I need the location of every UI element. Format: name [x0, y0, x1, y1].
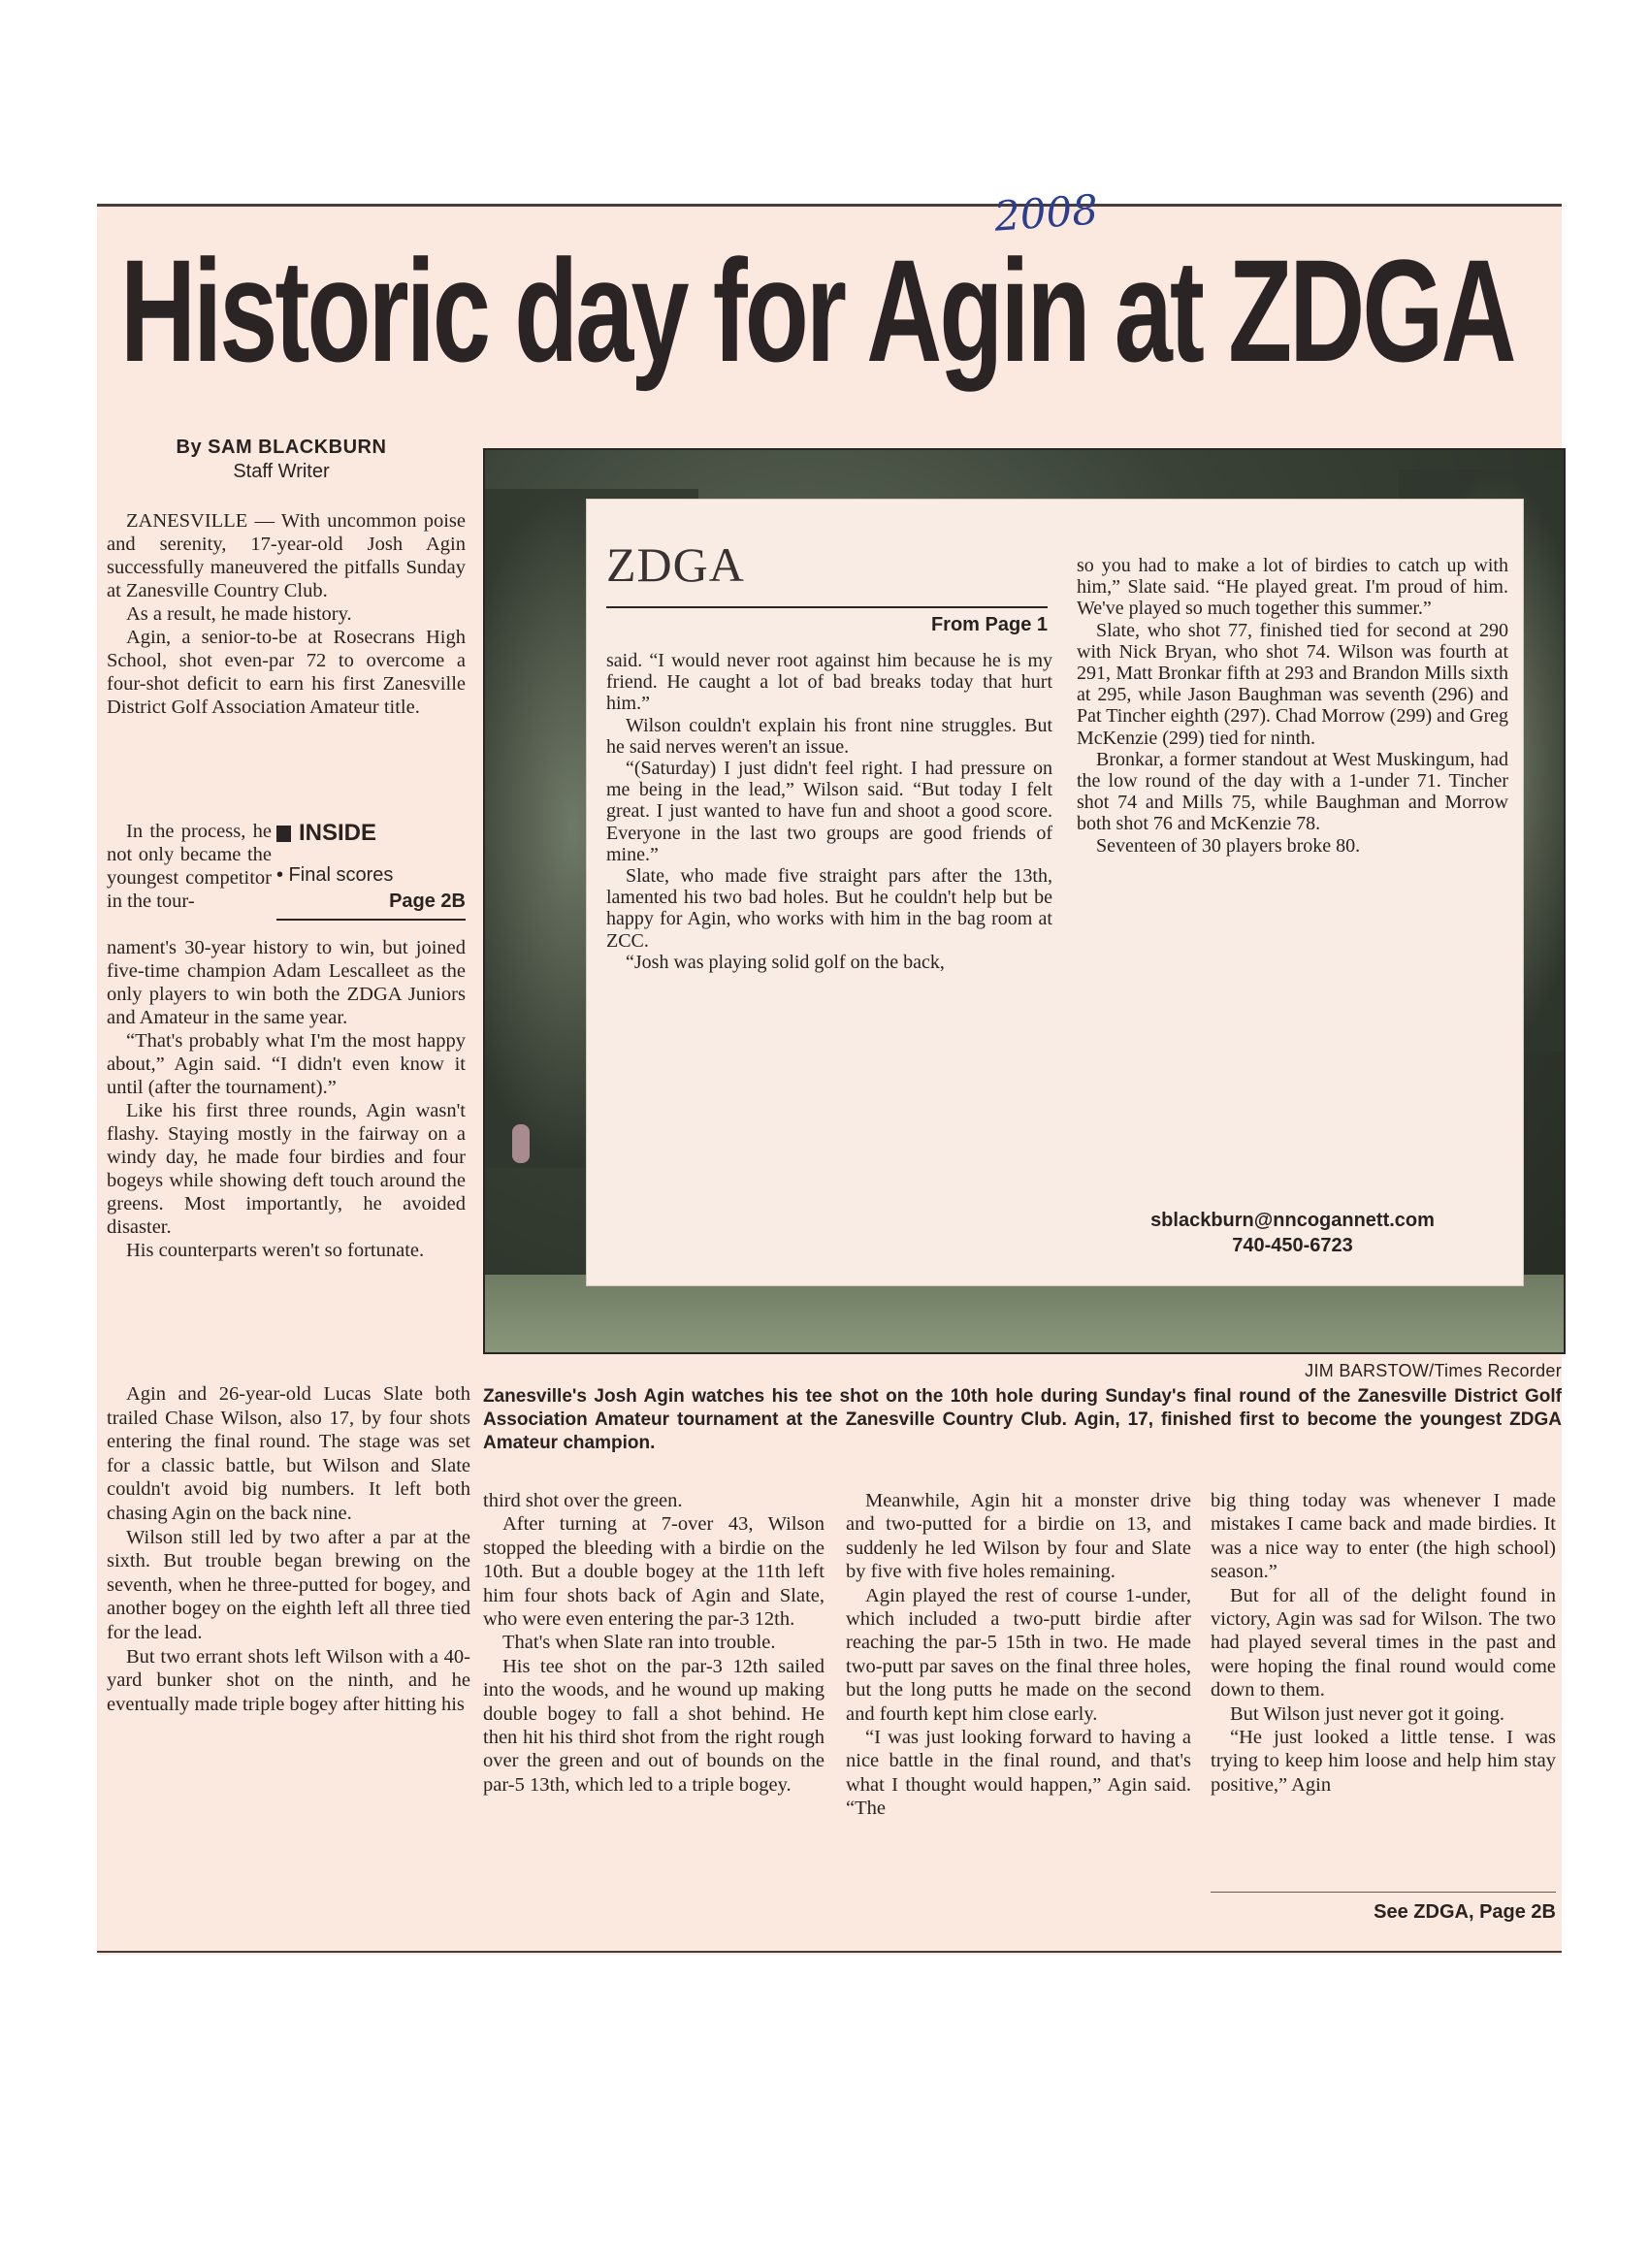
paragraph: “I was just looking forward to having a nice battle in the final round, and that's what I thought would happen,” Agin said. “The: [846, 1727, 1191, 1820]
column-4: [1211, 1489, 1556, 1797]
paragraph: Wilson still led by two after a par at the sixth. But trouble began brewing on the seventh, when he three-putted for bogey, and another bogey on the eighth left all three tied for the lead.: [107, 1526, 470, 1643]
paragraph: His counterparts weren't so fortunate.: [126, 1240, 425, 1261]
paragraph: big thing today was whenever I made mistakes I came back and made birdies. It was a nice way to enter (the high school) season.”: [1211, 1490, 1556, 1583]
photo-credit: JIM BARSTOW/Times Recorder: [1305, 1361, 1562, 1380]
column-2: [483, 1489, 824, 1797]
paragraph: Slate, who shot 77, finished tied for second at 290 with Nick Bryan, who shot 74. Wilson was fourth at 291, Matt Bronkar fifth at 293 and Brandon Mills sixth at 295, while Jason Baughman was seventh (296) and Pat Tincher eighth (297). Chad Morrow (299) and Greg McKenzie (299) tied for ninth.: [1077, 619, 1508, 749]
inside-label: INSIDE: [299, 820, 377, 846]
author-contact: [1077, 1208, 1508, 1258]
column-1-wrap: [107, 820, 272, 913]
column-1-middle: [107, 936, 466, 1262]
paragraph: But for all of the delight found in victory, Agin was sad for Wilson. The two had played several times in the past and were hoping the final round would come down to them.: [1211, 1584, 1556, 1701]
inside-page: Page 2B: [276, 891, 466, 921]
paragraph: But Wilson just never got it going.: [1230, 1702, 1504, 1725]
paragraph: third shot over the green.: [483, 1490, 683, 1511]
paragraph: “He just looked a little tense. I was trying to keep him loose and help him stay positive,” Agin: [1211, 1727, 1556, 1796]
paragraph: Slate, who made five straight pars after the 13th, lamented his two bad holes. But he couldn't help but be happy for Agin, who works with him in the bag room at ZCC.: [606, 865, 1052, 952]
byline-role: Staff Writer: [233, 461, 330, 482]
bottom-rule: [97, 1951, 1562, 1953]
paragraph: ZANESVILLE — With uncommon poise and serenity, 17-year-old Josh Agin successfully maneuvered the pitfalls Sunday at Zanesville Country Club.: [107, 510, 466, 601]
author-phone: 740-450-6723: [1232, 1235, 1353, 1256]
inside-item: • Final scores: [276, 864, 394, 886]
golfer-figure: [512, 1124, 530, 1163]
paragraph: After turning at 7-over 43, Wilson stopped the bleeding with a birdie on the 10th. But a double bogey at the 11th left him four shots back of Agin and Slate, who were even entering the par-3 12th.: [483, 1513, 824, 1631]
paragraph: Like his first three rounds, Agin wasn't flashy. Staying mostly in the fairway on a windy day, he made four birdies and four bogeys while showing deft touch around the greens. Most importantly, he avoided disaster.: [107, 1100, 466, 1238]
newspaper-clipping: [97, 204, 1562, 1955]
jump-reference: See ZDGA, Page 2B: [1374, 1901, 1556, 1923]
paragraph: Agin played the rest of course 1-under, which included a two-putt birdie after reaching the par-5 15th in two. He made two-putt par saves on the final three holes, but the long putts he made on the second and fourth kept him close early.: [846, 1584, 1191, 1725]
paragraph: Wilson couldn't explain his front nine struggles. But he said nerves weren't an issue.: [606, 714, 1052, 758]
column-3: [846, 1489, 1191, 1821]
jump-story: [587, 500, 1523, 1285]
paragraph: But two errant shots left Wilson with a 40-yard bunker shot on the ninth, and he eventually made triple bogey after hitting his: [107, 1645, 470, 1715]
paragraph: Agin, a senior-to-be at Rosecrans High School, shot even-par 72 to overcome a four-shot deficit to earn his first Zanesville District Golf Association Amateur title.: [107, 627, 466, 718]
paragraph: said. “I would never root against him because he is my friend. He caught a lot of bad breaks today that hurt him.”: [606, 650, 1052, 715]
square-bullet-icon: [276, 826, 291, 842]
jump-column-2: [1077, 555, 1508, 857]
paragraph: “That's probably what I'm the most happy about,” Agin said. “I didn't even know it until (after the tournament).”: [107, 1030, 466, 1098]
paragraph: “Josh was playing solid golf on the back,: [626, 951, 945, 973]
paragraph: That's when Slate ran into trouble.: [502, 1632, 776, 1654]
jump-from: From Page 1: [930, 614, 1048, 635]
column-1-top: [107, 509, 466, 719]
jump-column-1: [606, 650, 1052, 973]
paragraph: As a result, he made history.: [126, 603, 352, 625]
handwritten-year: 2008: [992, 185, 1100, 241]
paragraph: In the process, he not only became the youngest competitor in the tour-: [107, 821, 272, 912]
paragraph: Bronkar, a former standout at West Muskingum, had the low round of the day with a 1-under 71. Tincher shot 74 and Mills 75, while Baughman and Morrow both shot 76 and McKenzie 78.: [1077, 748, 1508, 835]
paragraph: “(Saturday) I just didn't feel right. I had pressure on me being in the lead,” Wilson said. “But today I felt great. I just wanted to have fun and shoot a good score. Everyone in the last two groups are good friends of mine.”: [606, 758, 1052, 865]
jump-kicker: ZDGA: [606, 537, 745, 592]
headline: Historic day for Agin at ZDGA: [120, 229, 1514, 392]
column-1-bottom: [107, 1382, 470, 1716]
photo-caption: Zanesville's Josh Agin watches his tee shot on the 10th hole during Sunday's final round of the Zanesville District Golf Association Amateur tournament at the Zanesville Country Club. Agin, 17, finished first to become the youngest ZDGA Amateur champion.: [483, 1386, 1562, 1453]
byline: [175, 437, 388, 483]
paragraph: nament's 30-year history to win, but joined five-time champion Adam Lescalleet as the only players to win both the ZDGA Juniors and Amateur in the same year.: [107, 937, 466, 1028]
paragraph: His tee shot on the par-3 12th sailed into the woods, and he wound up making double bogey to fall a shot behind. He then hit his third shot from the right rough over the green and out of bounds on the par-5 13th, which led to a triple bogey.: [483, 1655, 824, 1796]
byline-name: By SAM BLACKBURN: [176, 437, 387, 458]
paragraph: Agin and 26-year-old Lucas Slate both trailed Chase Wilson, also 17, by four shots entering the final round. The stage was set for a classic battle, but Wilson and Slate couldn't avoid big numbers. It left both chasing Agin on the back nine.: [107, 1383, 470, 1524]
paragraph: so you had to make a lot of birdies to catch up with him,” Slate said. “He played great. I'm proud of him. We've played so much together this summer.”: [1077, 555, 1508, 620]
paragraph: Meanwhile, Agin hit a monster drive and two-putted for a birdie on 13, and suddenly he led Wilson by four and Slate by five with five holes remaining.: [846, 1490, 1191, 1583]
top-rule: [97, 204, 1562, 207]
inside-box: [276, 820, 466, 921]
paragraph: Seventeen of 30 players broke 80.: [1096, 834, 1361, 857]
author-email: sblackburn@nncogannett.com: [1150, 1210, 1435, 1231]
